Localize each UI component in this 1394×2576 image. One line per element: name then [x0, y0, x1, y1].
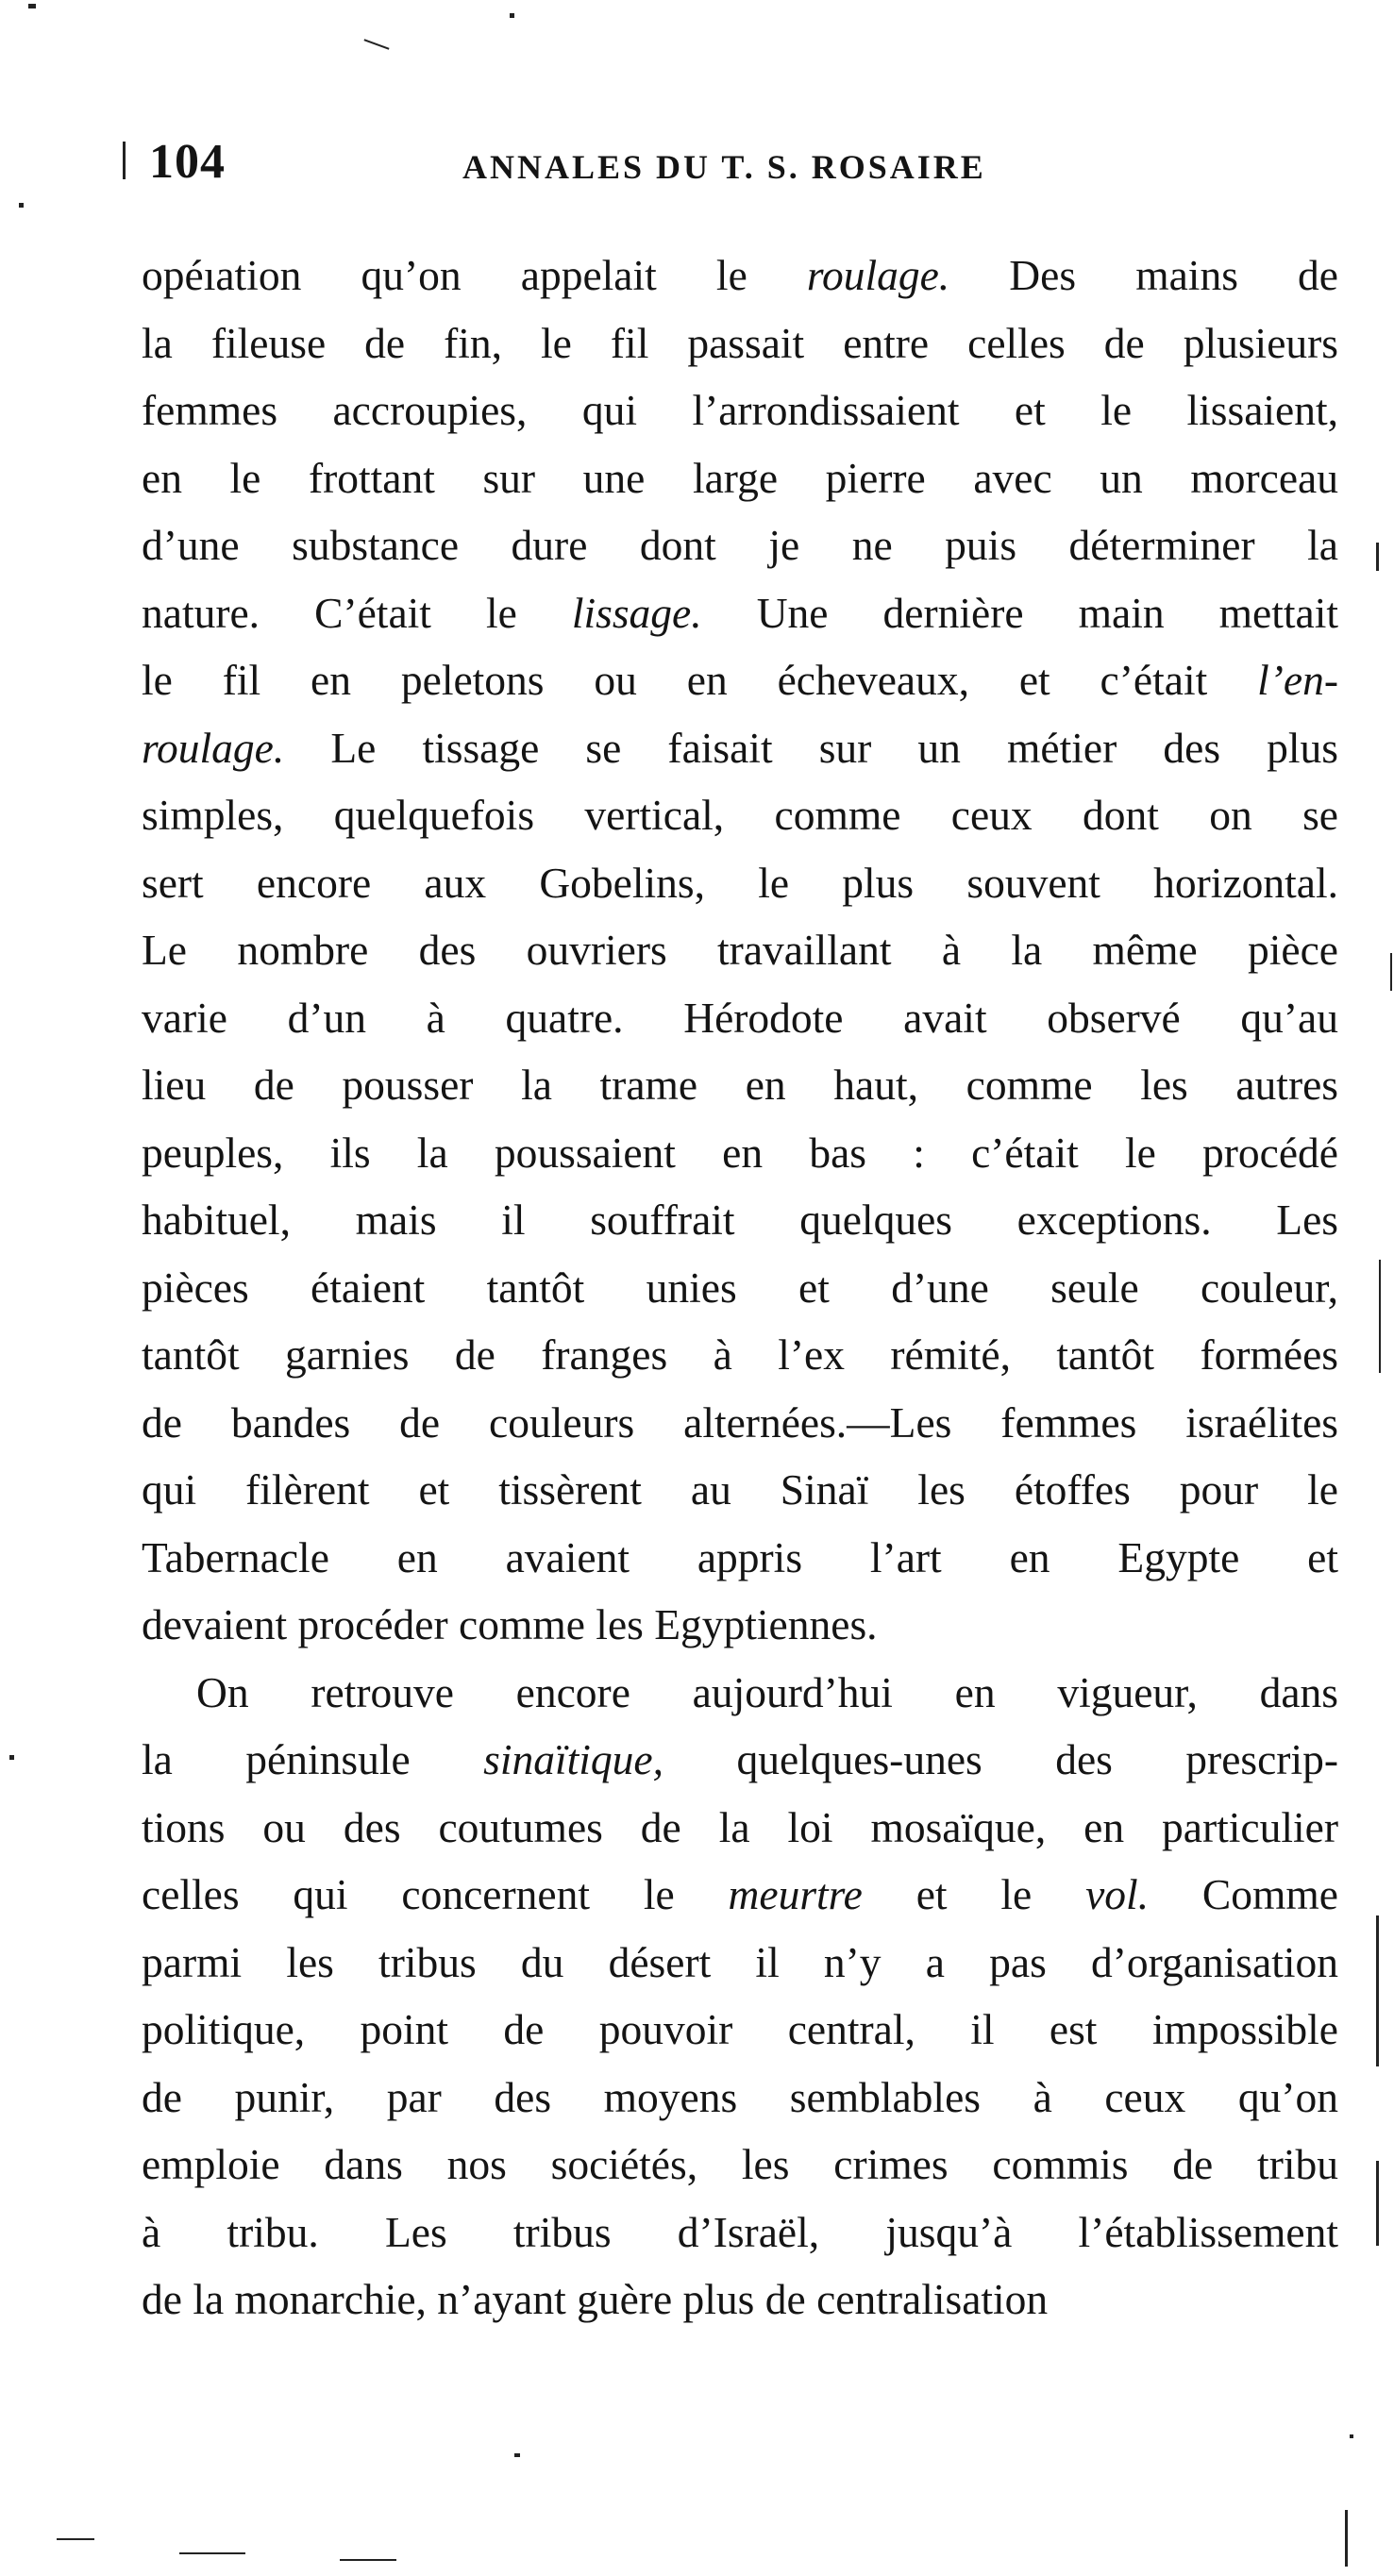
scan-speck	[1390, 953, 1392, 991]
text-line: peuples, ils la poussaient en bas : c’était le procédé	[142, 1128, 1338, 1177]
text-line: emploie dans nos sociétés, les crimes commis de tribu	[142, 2140, 1338, 2188]
text-line: lieu de pousser la trame en haut, comme les autres	[142, 1061, 1338, 1109]
text-line: celles qui concernent le meurtre et le vol. Comme	[142, 1870, 1338, 1918]
page-number: 104	[149, 135, 226, 189]
italic-term: roulage.	[142, 723, 285, 772]
text-line: parmi les tribus du désert il n’y a pas d’organisation	[142, 1937, 1338, 1986]
text-line: en le frottant sur une large pierre avec un morceau	[142, 453, 1338, 502]
scan-speck	[510, 13, 514, 18]
italic-term: meurtre	[728, 1870, 863, 1918]
page-header	[142, 134, 1340, 209]
italic-term: lissage.	[571, 588, 702, 637]
scan-speck	[9, 1755, 14, 1760]
text-line: de la monarchie, n’ayant guère plus de centralisation	[142, 2275, 1049, 2323]
scan-speck	[364, 39, 390, 49]
scan-speck	[57, 2538, 94, 2540]
scan-speck	[340, 2559, 396, 2561]
text-line: qui filèrent et tissèrent au Sinaï les étoffes pour le	[142, 1465, 1338, 1514]
text-line: nature. C’était le lissage. Une dernière main mettait	[142, 588, 1338, 637]
text-line: opéıation qu’on appelait le roulage. Des mains de	[142, 251, 1338, 299]
paragraph	[142, 242, 1338, 1659]
text-line: politique, point de pouvoir central, il est impossible	[142, 2005, 1338, 2053]
italic-term: l’en-	[1257, 656, 1338, 704]
text-line: la péninsule sinaïtique, quelques-unes des prescrip-	[142, 1735, 1338, 1783]
text-line: à tribu. Les tribus d’Israël, jusqu’à l’établissement	[142, 2207, 1338, 2256]
text-line: de punir, par des moyens semblables à ceux qu’on	[142, 2072, 1338, 2121]
scan-speck	[514, 2453, 520, 2457]
text-line: Le nombre des ouvriers travaillant à la même pièce	[142, 926, 1338, 974]
text-line: d’une substance dure dont je ne puis déterminer la	[142, 521, 1338, 569]
text-line: de bandes de couleurs alternées.—Les femmes israélites	[142, 1397, 1338, 1447]
scan-speck	[1350, 2434, 1353, 2438]
scan-speck	[1376, 1915, 1379, 2066]
scan-speck	[1379, 1260, 1381, 1373]
scan-speck	[1376, 543, 1379, 571]
text-line: sert encore aux Gobelins, le plus souvent horizontal.	[142, 858, 1338, 907]
scan-speck	[179, 2552, 245, 2554]
italic-term: roulage.	[806, 251, 950, 299]
scan-speck	[19, 203, 24, 208]
text-line: simples, quelquefois vertical, comme ceux dont on se	[142, 791, 1338, 839]
italic-term: vol.	[1085, 1870, 1150, 1918]
scan-speck	[1376, 2161, 1379, 2246]
text-line: devaient procéder comme les Egyptiennes.	[142, 1600, 878, 1648]
text-line: On retrouve encore aujourd’hui en vigueur, dans	[196, 1667, 1338, 1716]
body-text	[142, 242, 1338, 2333]
text-line: Tabernacle en avaient appris l’art en Egypte et	[142, 1532, 1338, 1581]
scan-speck	[28, 4, 36, 8]
text-line: varie d’un à quatre. Hérodote avait observé qu’au	[142, 993, 1338, 1042]
running-head: ANNALES DU T. S. ROSAIRE	[462, 148, 986, 186]
italic-term: sinaïtique,	[483, 1735, 663, 1783]
text-line: pièces étaient tantôt unies et d’une seule couleur,	[142, 1263, 1338, 1312]
scan-speck	[1345, 2510, 1348, 2567]
text-line: tantôt garnies de franges à l’ex rémité, tantôt formées	[142, 1330, 1338, 1379]
text-line: le fil en peletons ou en écheveaux, et c’était l’en-	[142, 656, 1338, 704]
text-line: la fileuse de fin, le fil passait entre celles de plusieurs	[142, 318, 1338, 367]
text-line: habituel, mais il souffrait quelques exceptions. Les	[142, 1196, 1338, 1244]
scan-speck	[123, 142, 126, 179]
text-line: tions ou des coutumes de la loi mosaïque, en particulier	[142, 1802, 1338, 1851]
text-line: femmes accroupies, qui l’arrondissaient et le lissaient,	[142, 386, 1338, 434]
text-line: roulage. Le tissage se faisait sur un métier des plus	[142, 723, 1338, 772]
paragraph	[142, 1659, 1338, 2333]
